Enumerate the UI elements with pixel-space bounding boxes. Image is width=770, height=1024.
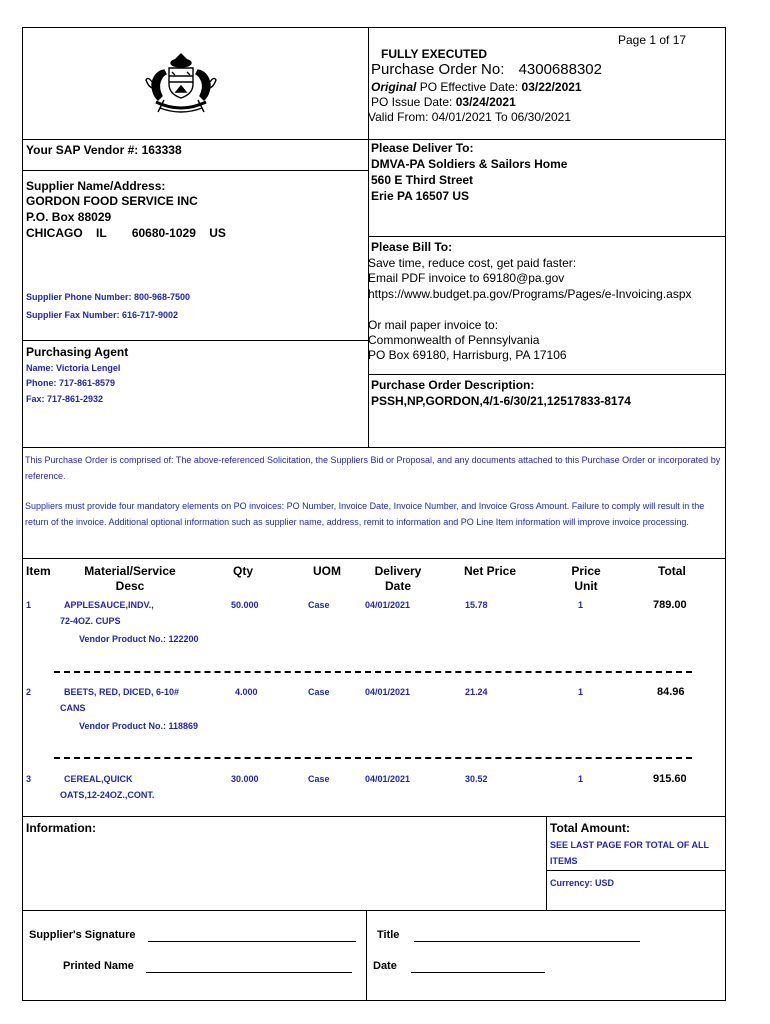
effective-date-line [371, 80, 582, 94]
bill-to-heading: Please Bill To: [371, 240, 453, 254]
rule-deliver-bottom [368, 236, 726, 237]
original-label: Original [371, 80, 417, 94]
po-description-heading: Purchase Order Description: [371, 378, 535, 392]
row-net-price: 21.24 [465, 687, 488, 697]
rule-total-vertical [546, 816, 547, 911]
row-uom: Case [308, 600, 330, 610]
rule-notes-bottom [22, 558, 726, 559]
rule-total-middle [546, 870, 726, 871]
row-delivery-date: 04/01/2021 [365, 687, 411, 697]
row-net-price: 30.52 [465, 774, 488, 784]
effective-date: 03/22/2021 [521, 80, 582, 94]
information-label: Information: [26, 821, 96, 835]
row-desc-line2: 72-4OZ. CUPS [60, 616, 121, 626]
rule-info-bottom [22, 910, 726, 911]
row-desc-line1: APPLESAUCE,INDV., [64, 600, 154, 610]
bill-to-line4: Or mail paper invoice to: [368, 318, 499, 332]
supplier-signature-label: Supplier's Signature [29, 929, 136, 941]
currency: Currency: USD [550, 878, 615, 888]
agent-fax: Fax: 717-861-2932 [26, 394, 104, 404]
deliver-to-line1: DMVA-PA Soldiers & Sailors Home [371, 157, 568, 171]
rule-items-bottom [22, 816, 726, 817]
supplier-address-label: Supplier Name/Address: [26, 179, 166, 193]
row-delivery-date: 04/01/2021 [365, 774, 411, 784]
deliver-to-heading: Please Deliver To: [371, 141, 474, 155]
printed-name-label: Printed Name [63, 960, 134, 972]
row-item-number: 2 [26, 687, 32, 697]
frame-top [22, 27, 726, 28]
row-uom: Case [308, 774, 330, 784]
po-number-line [371, 61, 602, 78]
rule-center-vertical [368, 27, 369, 447]
supplier-name: GORDON FOOD SERVICE INC [26, 194, 198, 208]
purchasing-agent-heading: Purchasing Agent [26, 345, 129, 359]
bill-to-email: Email PDF invoice to 69180@pa.gov [368, 271, 565, 285]
status-label: FULLY EXECUTED [381, 47, 488, 61]
agent-phone: Phone: 717-861-8579 [26, 378, 116, 388]
issue-date-line [371, 95, 516, 109]
row-net-price: 15.78 [465, 600, 488, 610]
row-qty: 50.000 [231, 600, 259, 610]
row-vendor-product: Vendor Product No.: 122200 [79, 634, 199, 644]
po-description-text: PSSH,NP,GORDON,4/1-6/30/21,12517833-8174 [371, 394, 631, 408]
supplier-city: CHICAGO [26, 226, 83, 240]
po-number-label: Purchase Order No: [371, 61, 505, 78]
total-amount-note: SEE LAST PAGE FOR TOTAL OF ALL ITEMS [550, 840, 709, 866]
bill-to-line6: PO Box 69180, Harrisburg, PA 17106 [368, 348, 567, 362]
supplier-fax: Supplier Fax Number: 616-717-9002 [26, 310, 179, 320]
rule-header-bottom [22, 139, 726, 140]
effective-date-label: PO Effective Date: [419, 80, 519, 94]
column-header-price-unit: Price Unit [571, 564, 601, 593]
supplier-po-box: P.O. Box 88029 [26, 210, 112, 224]
sap-vendor-number: Your SAP Vendor #: 163338 [26, 143, 182, 157]
title-label: Title [377, 929, 400, 941]
column-header-desc: Material/Service Desc [84, 564, 176, 593]
deliver-to-line3: Erie PA 16507 US [371, 189, 470, 203]
pennsylvania-seal-icon [142, 50, 220, 118]
row-price-unit: 1 [578, 687, 584, 697]
issue-date-label: PO Issue Date: [371, 95, 453, 109]
total-amount-label: Total Amount: [550, 821, 630, 835]
supplier-city-line [26, 226, 226, 240]
supplier-state: IL [96, 226, 107, 240]
po-number: 4300688302 [518, 61, 602, 78]
row-desc-line2: OATS,12-24OZ.,CONT. [60, 790, 155, 800]
row-qty: 30.000 [231, 774, 259, 784]
column-header-net-price: Net Price [464, 564, 517, 578]
rule-billto-bottom [368, 374, 726, 375]
rule-signature-vertical [366, 910, 367, 1001]
issue-date: 03/24/2021 [455, 95, 516, 109]
notes-paragraph-1: This Purchase Order is comprised of: The above-referenced Solicitation, the Suppliers Bid or Proposal, and any documents attached to this Purchase Order or incorporated by reference. [25, 455, 721, 481]
row-separator [54, 757, 692, 759]
row-total: 789.00 [653, 599, 687, 611]
row-item-number: 3 [26, 774, 32, 784]
rule-sap-bottom [22, 170, 368, 171]
row-desc-line1: BEETS, RED, DICED, 6-10# [64, 687, 180, 697]
page-number: Page 1 of 17 [618, 33, 687, 47]
column-header-total: Total [658, 564, 686, 578]
row-price-unit: 1 [578, 774, 584, 784]
supplier-country: US [209, 226, 226, 240]
bill-to-line5: Commonwealth of Pennsylvania [368, 333, 540, 347]
valid-dates: Valid From: 04/01/2021 To 06/30/2021 [368, 110, 572, 124]
date-label: Date [373, 960, 397, 972]
frame-bottom [22, 1000, 726, 1001]
agent-name: Name: Victoria Lengel [26, 363, 121, 373]
supplier-phone: Supplier Phone Number: 800-968-7500 [26, 292, 191, 302]
date-field[interactable] [411, 961, 545, 973]
column-header-item: Item [26, 564, 51, 578]
bill-to-url[interactable]: https://www.budget.pa.gov/Programs/Pages/e-Invoicing.aspx [368, 287, 692, 301]
column-header-uom: UOM [313, 564, 341, 578]
row-item-number: 1 [26, 600, 32, 610]
row-qty: 4.000 [235, 687, 258, 697]
row-total: 84.96 [657, 686, 685, 698]
row-uom: Case [308, 687, 330, 697]
column-header-delivery: Delivery Date [374, 564, 422, 593]
row-total: 915.60 [653, 773, 687, 785]
rule-top-section-bottom [22, 447, 726, 448]
printed-name-field[interactable] [146, 961, 352, 973]
column-header-qty: Qty [233, 564, 254, 578]
row-desc-line1: CEREAL,QUICK [64, 774, 133, 784]
title-field[interactable] [414, 930, 640, 942]
rule-agent-top [22, 340, 368, 341]
bill-to-line1: Save time, reduce cost, get paid faster: [368, 256, 577, 270]
row-price-unit: 1 [578, 600, 584, 610]
frame-left [22, 27, 23, 1001]
supplier-zip: 60680-1029 [131, 226, 196, 240]
row-delivery-date: 04/01/2021 [365, 600, 411, 610]
notes-paragraph-2: Suppliers must provide four mandatory elements on PO invoices: PO Number, Invoice Date, Invoice Number, and Invoice Gross Amount. Failure to comply will result in the return of the invoice. Additional optional information such as supplier name, address, remit to information and PO Line Item information will improve invoice processing. [25, 501, 705, 527]
row-desc-line2: CANS [60, 703, 86, 713]
deliver-to-line2: 560 E Third Street [371, 173, 474, 187]
frame-right [725, 27, 726, 1001]
row-separator [54, 671, 692, 673]
supplier-signature-field[interactable] [148, 930, 356, 942]
row-vendor-product: Vendor Product No.: 118869 [79, 721, 199, 731]
